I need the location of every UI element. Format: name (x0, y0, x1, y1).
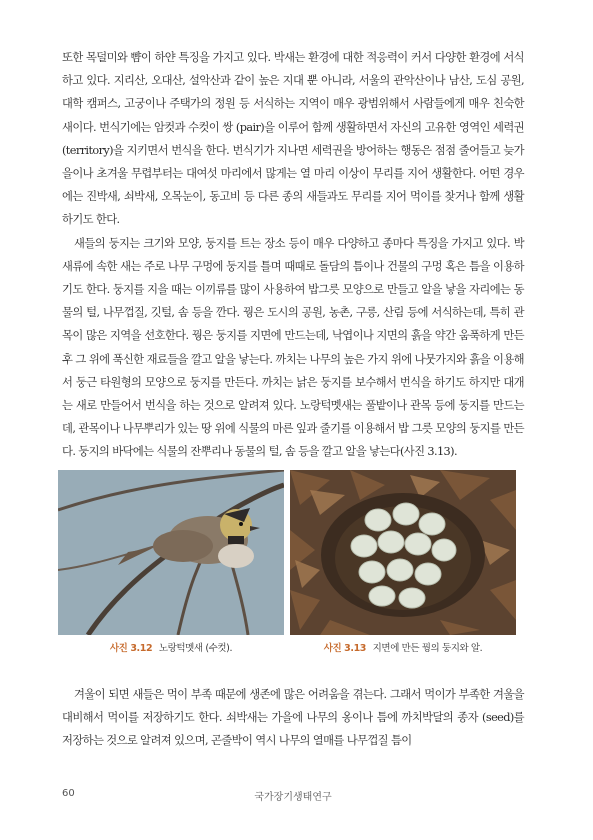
photo-pheasant-nest (290, 470, 516, 635)
figure-row (58, 470, 516, 638)
caption-label: 사진 3.13 (323, 643, 367, 654)
paragraph-2: 새들의 둥지는 크기와 모양, 둥지를 트는 장소 등이 매우 다양하고 종마다 특징을 가지고 있다. 박새류에 속한 새는 주로 나무 구멍에 둥지를 틀며 때때로 돌담의 틈이나 건물의 구멍 혹은 틈을 이용하기도 한다. 둥지를 지을 때는 이끼류를 많이 사용하여 밥그릇 모양으로 만들고 알을 낳을 자리에는 동물의 털, 나무껍질, 깃털, 솜 등을 깐다. 꿩은 도시의 공원, 농촌, 구릉, 산림 등에 서식하는데, 특히 관목이 많은 지역을 선호한다. 꿩은 둥지를 지면에 만드는데, 낙엽이나 지면의 흙을 약간 움푹하게 만든 후 그 위에 푹신한 재료들을 깔고 알을 낳는다. 까치는 나무의 높은 가지 위에 나뭇가지와 흙을 이용해서 둥근 타원형의 모양으로 둥지를 만든다. 까치는 낡은 둥지를 보수해서 번식을 하기도 하지만 대개는 새로 만들어서 번식을 하는 것으로 알려져 있다. 노랑턱멧새는 풀밭이나 관목 등에 둥지를 만드는데, 관목이나 나무뿌리가 있는 땅 위에 식물의 마른 잎과 줄기를 이용해서 밥 그릇 모양의 둥지를 만든다. 둥지의 바닥에는 식물의 잔뿌리나 동물의 털, 솜 등을 깔고 알을 낳는다(사진 3.13). (62, 236, 524, 459)
caption-photo-3-13 (290, 640, 516, 654)
caption-label: 사진 3.12 (109, 643, 153, 654)
body-text-top (62, 46, 524, 464)
caption-text: 노랑턱멧새 (수컷). (158, 643, 233, 654)
photo-yellow-throated-bunting (58, 470, 284, 635)
paragraph-1: 또한 목덜미와 뺨이 하얀 특징을 가지고 있다. 박새는 환경에 대한 적응력이 커서 다양한 환경에 서식하고 있다. 지리산, 오대산, 설악산과 같이 높은 지대 뿐 아니라, 서울의 관악산이나 남산, 도심 공원, 대학 캠퍼스, 고궁이나 주택가의 정원 등 서식하는 지역이 매우 광범위해서 사람들에게 매우 친숙한 새이다. 번식기에는 암컷과 수컷이 쌍 (pair)을 이루어 함께 생활하면서 자신의 고유한 영역인 세력권 (territory)을 지키면서 번식을 한다. 번식기가 지나면 세력권을 방어하는 행동은 점점 줄어들고 늦가을이나 초겨울 무렵부터는 대여섯 마리에서 많게는 열 마리 이상이 무리를 지어 생활한다. 어떤 경우에는 진박새, 쇠박새, 오목눈이, 동고비 등 다른 종의 새들과도 무리를 지어 먹이를 찾거나 함께 생활하기도 한다. (62, 51, 524, 227)
running-footer-title: 국가장기생태연구 (254, 792, 332, 803)
paragraph-3: 겨울이 되면 새들은 먹이 부족 때문에 생존에 많은 어려움을 겪는다. 그래서 먹이가 부족한 겨울을 대비해서 먹이를 저장하기도 한다. 쇠박새는 가을에 나무의 옹이나 틈에 까치박달의 종자 (seed)를 저장하는 것으로 알려져 있으며, 곤줄박이 역시 나무의 열매를 나무껍질 틈이 (62, 688, 524, 748)
body-text-bottom (62, 683, 524, 753)
caption-text: 지면에 만든 꿩의 둥지와 알. (372, 643, 483, 654)
caption-photo-3-12 (58, 640, 284, 654)
page-number: 60 (62, 788, 75, 799)
